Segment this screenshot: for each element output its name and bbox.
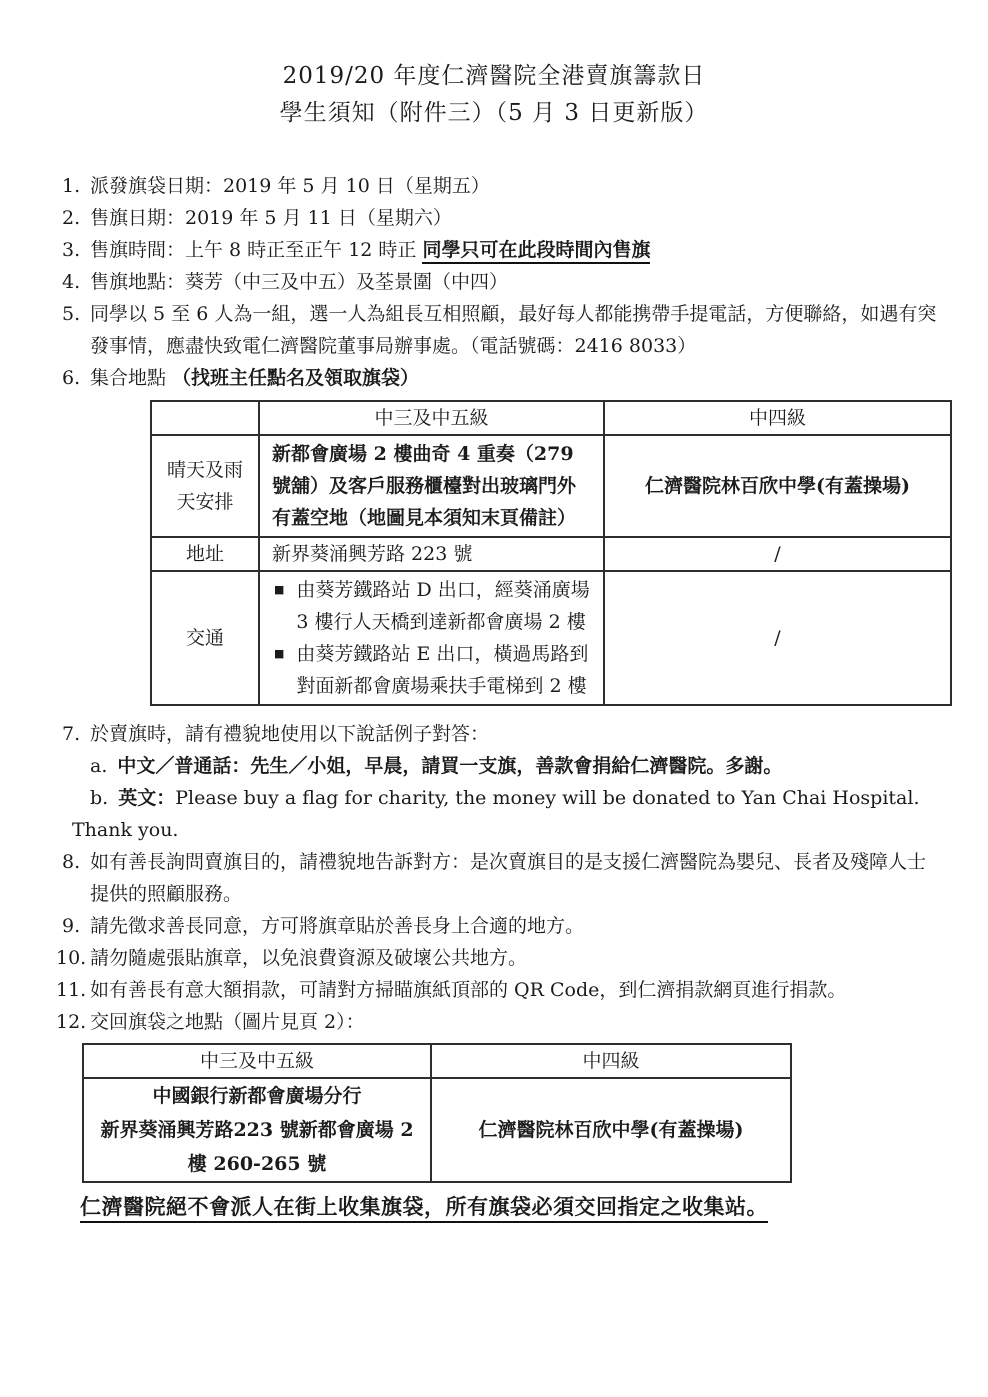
item-text: 交回旗袋之地點（圖片見頁 2）： [90, 1011, 365, 1033]
header-cell-f4: 中四級 [431, 1044, 791, 1078]
item-text: 售旗時間：上午 8 時正至正午 12 時正 [90, 239, 423, 261]
not-applicable-cell: / [604, 537, 951, 571]
sub-item-label: b. [90, 787, 109, 809]
item-text: 售旗日期：2019 年 5 月 11 日（星期六） [90, 207, 452, 229]
item-number: 8. [62, 851, 81, 873]
document-title-line1: 2019/20 年度仁濟醫院全港賣旗籌款日 [282, 63, 706, 89]
bullet-text: 由葵芳鐵路站 D 出口，經葵涌廣場 3 樓行人天橋到達新都會廣場 2 樓 [296, 579, 590, 633]
item-number: 1. [62, 175, 81, 197]
footer-warning-text: 仁濟醫院絕不會派人在街上收集旗袋，所有旗袋必須交回指定之收集站。 [80, 1194, 768, 1223]
header-cell-f3-f5: 中三及中五級 [83, 1044, 431, 1078]
square-bullet-icon: ■ [274, 647, 285, 660]
list-item-8 [62, 846, 942, 910]
item-text: 集合地點 [90, 367, 173, 389]
not-applicable-cell: / [604, 571, 951, 705]
item-number: 3. [62, 239, 81, 261]
bank-return-cell [83, 1078, 431, 1182]
table-header-row [83, 1044, 791, 1078]
address-cell: 新界葵涌興芳路 223 號 [259, 537, 604, 571]
list-item-1 [62, 170, 942, 202]
table-row-return-locations [83, 1078, 791, 1182]
item-text: 於賣旗時，請有禮貌地使用以下說話例子對答： [90, 723, 490, 745]
item-number: 4. [62, 271, 81, 293]
item-number: 9. [62, 915, 81, 937]
item-text: 如有善長詢問賣旗目的，請禮貌地告訴對方：是次賣旗目的是支援仁濟醫院為嬰兒、長者及殘障人士提供的照顧服務。 [90, 851, 927, 905]
list-item-3 [62, 234, 942, 266]
list-item-2 [62, 202, 942, 234]
table-header-row [151, 401, 951, 435]
bullet-text: 由葵芳鐵路站 E 出口，橫過馬路到對面新都會廣場乘扶手電梯到 2 樓 [296, 643, 589, 697]
row-label: 交通 [151, 571, 259, 705]
table-row-address [151, 537, 951, 571]
sub-item-label: a. [90, 755, 108, 777]
traffic-directions-cell [259, 571, 604, 705]
list-item-10 [56, 942, 942, 974]
item-number: 12. [56, 1011, 87, 1033]
item-bold-text: （找班主任點名及領取旗袋） [172, 367, 420, 389]
item-number: 7. [62, 723, 81, 745]
square-bullet-icon: ■ [274, 583, 285, 596]
sub-item-language-label: 英文： [118, 787, 176, 809]
item-text: 派發旗袋日期：2019 年 5 月 10 日（星期五） [90, 175, 490, 197]
list-item-9 [62, 910, 942, 942]
bank-address-line: 新界葵涌興芳路223 號新都會廣場 2 樓 260-265 號 [100, 1119, 414, 1175]
header-cell-f4: 中四級 [604, 401, 951, 435]
item-text: 售旗地點：葵芳（中三及中五）及荃景圍（中四） [90, 271, 509, 293]
item-text: 如有善長有意大額捐款，可請對方掃瞄旗紙頂部的 QR Code，到仁濟捐款網頁進行捐款。 [90, 979, 847, 1001]
header-cell-empty [151, 401, 259, 435]
list-item-5 [62, 298, 942, 362]
traffic-bullet-1 [274, 574, 597, 638]
item-text: 請先徵求善長同意，方可將旗章貼於善長身上合適的地方。 [90, 915, 585, 937]
footer-warning [80, 1192, 988, 1222]
item-number: 5. [62, 303, 81, 325]
list-item-7 [62, 718, 942, 750]
bank-name-line: 中國銀行新都會廣場分行 [152, 1085, 362, 1107]
arrangement-school-cell: 仁濟醫院林百欣中學(有蓋操場) [604, 435, 951, 537]
item-number: 10. [56, 947, 87, 969]
item-number: 2. [62, 207, 81, 229]
school-return-cell: 仁濟醫院林百欣中學(有蓋操場) [431, 1078, 791, 1182]
instruction-list [56, 170, 942, 1038]
arrangement-location-cell: 新都會廣場 2 樓曲奇 4 重奏（279 號舖）及客戶服務櫃檯對出玻璃門外有蓋空地（地圖見本須知末頁備註） [259, 435, 604, 537]
list-item-7b [62, 782, 942, 846]
item-number: 11. [56, 979, 87, 1001]
row-label: 晴天及雨天安排 [151, 435, 259, 537]
list-item-11 [56, 974, 942, 1006]
list-item-7a [62, 750, 942, 782]
list-item-12 [56, 1006, 942, 1038]
table-row-traffic [151, 571, 951, 705]
sub-item-text: 中文／普通話：先生／小姐，早晨，請買一支旗，善款會捐給仁濟醫院。多謝。 [117, 755, 783, 777]
traffic-bullet-2 [274, 638, 597, 702]
list-item-4 [62, 266, 942, 298]
row-label: 地址 [151, 537, 259, 571]
document-title-line2: 學生須知（附件三）（5 月 3 日更新版） [279, 100, 709, 126]
item-number: 6. [62, 367, 81, 389]
item-text: 同學以 5 至 6 人為一組，選一人為組長互相照顧，最好每人都能携帶手提電話，方便聯絡，如遇有突發事情，應盡快致電仁濟醫院董事局辦事處。（電話號碼：2416 8033） [90, 303, 937, 357]
sub-item-text: Please buy a flag for charity, the money will be donated to Yan Chai Hospital. Thank you. [72, 787, 920, 841]
item-highlight-text: 同學只可在此段時間內售旗 [422, 239, 650, 264]
header-cell-f3-f5: 中三及中五級 [259, 401, 604, 435]
assembly-location-table [150, 400, 952, 706]
flag-bag-return-table [82, 1043, 792, 1183]
item-text: 請勿隨處張貼旗章，以免浪費資源及破壞公共地方。 [90, 947, 528, 969]
table-row-arrangement [151, 435, 951, 537]
list-item-6 [62, 362, 942, 394]
